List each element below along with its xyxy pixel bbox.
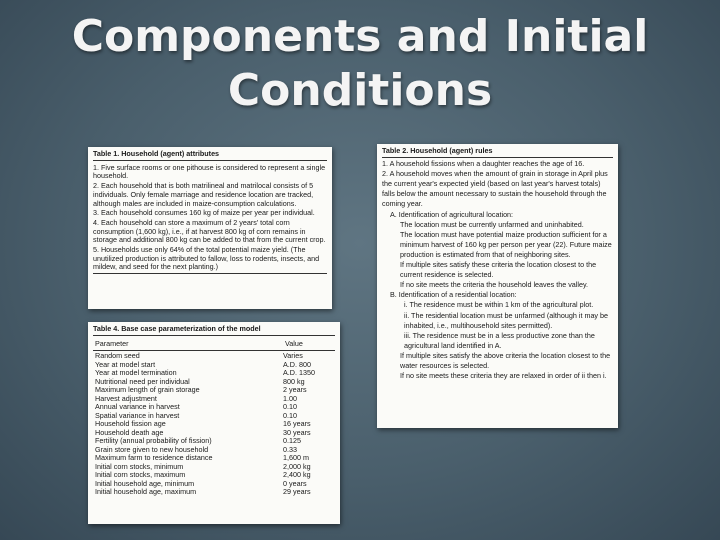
slide-title-line-1: Components and Initial [71,11,649,62]
list-item: 5. Households use only 64% of the total potential maize yield. (The unutilized production is attributed to fallow, loss to rodents, insects, and mildew, and seed for the next planting.) [93,245,320,272]
parameter-cell: Household death age [95,427,164,437]
value-cell: 0.33 [283,444,297,454]
value-cell: 0.10 [283,402,297,411]
slide-title-line-2: Conditions [227,65,493,116]
value-cell: 800 kg [283,376,305,386]
list-item: 3. Each household consumes 160 kg of maize per year per individual. [93,208,315,218]
value-cell: 0.10 [283,410,297,420]
section-b-item: i. The residence must be within 1 km of the agricultural plot. [404,300,594,310]
column-header-value: Value [285,338,303,348]
parameter-cell: Initial corn stocks, maximum [95,470,186,479]
column-header-parameter: Parameter [95,338,129,348]
parameter-cell: Random seed [95,351,140,360]
parameter-cell: Initial corn stocks, minimum [95,461,184,471]
parameter-cell: Year at model termination [95,368,177,377]
parameter-cell: Household fission age [95,419,166,428]
parameter-cell: Maximum length of grain storage [95,385,200,394]
value-cell: 29 years [283,487,311,496]
table2-divider [382,157,613,158]
value-cell: 0 years [283,478,307,488]
parameter-cell: Initial household age, maximum [95,487,197,496]
table4-panel [88,322,340,524]
parameter-cell: Maximum farm to residence distance [95,453,213,462]
table2-panel [377,144,618,428]
parameter-cell: Grain store given to new household [95,444,209,454]
table1-divider [93,160,327,161]
list-item: 4. Each household can store a maximum of 2 years' total corn consumption (1,600 kg), i.e., if at harvest 800 kg of corn remains in storage and additional 800 kg can be added to that from the current crop. [93,217,326,245]
value-cell: 2 years [283,385,307,394]
table1-title: Table 1. Household (agent) attributes [93,149,220,158]
table-row [93,488,335,497]
table4-title: Table 4. Base case parameterization of the model [93,324,261,333]
section-b-note: If multiple sites satisfy the above criteria the location closest to the water resources is selected. [400,350,611,370]
section-a-title: A. Identification of agricultural location: [390,209,514,219]
section-a-item: If multiple sites satisfy these criteria the location closest to the current residence is selected. [400,260,597,280]
value-cell: Varies [283,351,303,360]
section-a-item: If no site meets the criteria the household leaves the valley. [400,280,589,290]
section-b-note: If no site meets these criteria they are relaxed in order of ii then i. [400,371,607,381]
value-cell: 16 years [283,419,311,428]
table4-divider [93,335,335,336]
list-item: 1. Five surface rooms or one pithouse is considered to represent a single household. [93,162,326,181]
table1-list [93,164,327,272]
value-cell: A.D. 800 [283,359,311,369]
rule-item: 1. A household fissions when a daughter reaches the age of 16. [382,159,585,169]
parameter-cell: Fertility (annual probability of fission) [95,436,212,445]
parameter-cell: Annual variance in harvest [95,402,180,411]
table4-body [93,352,335,497]
rule-item: 2. A household moves when the amount of grain in storage in April plus the current year's expected yield (based on last year's harvest totals) falls below the amount necessary to sustain the household through the coming year. [382,169,608,209]
parameter-cell: Spatial variance in harvest [95,410,180,420]
section-a-item: The location must be currently unfarmed and uninhabited. [400,219,584,229]
table4-header [93,337,335,350]
section-a-item: The location must have potential maize production sufficient for a minimum harvest of 160 kg per person per year (22). Future maize production is estimated from that of neighboring sites. [400,229,612,259]
parameter-cell: Nutritional need per individual [95,376,190,386]
table1-panel [88,147,332,309]
parameter-cell: Harvest adjustment [95,393,157,403]
value-cell: A.D. 1350 [283,368,315,377]
value-cell: 30 years [283,427,311,437]
section-b-item: ii. The residential location must be unfarmed (although it may be inhabited, i.e., multihousehold sites permitted). [404,310,609,330]
slide-title [0,10,720,118]
value-cell: 1.00 [283,393,297,403]
value-cell: 2,000 kg [283,461,311,471]
table2-title: Table 2. Household (agent) rules [382,146,493,155]
section-b-title: B. Identification of a residential location: [390,290,517,300]
section-b-item: iii. The residence must be in a less productive zone than the agricultural land identified in A. [404,330,595,350]
value-cell: 1,600 m [283,453,309,462]
parameter-cell: Year at model start [95,359,156,369]
value-cell: 2,400 kg [283,470,311,479]
list-item: 2. Each household that is both matrilineal and matrilocal consists of 5 individuals. Only female marriage and residence location are tracked, although males are included in maize-consumption calculations. [93,181,314,208]
table1-bottom-divider [93,273,327,274]
parameter-cell: Initial household age, minimum [95,478,195,488]
value-cell: 0.125 [283,436,301,445]
